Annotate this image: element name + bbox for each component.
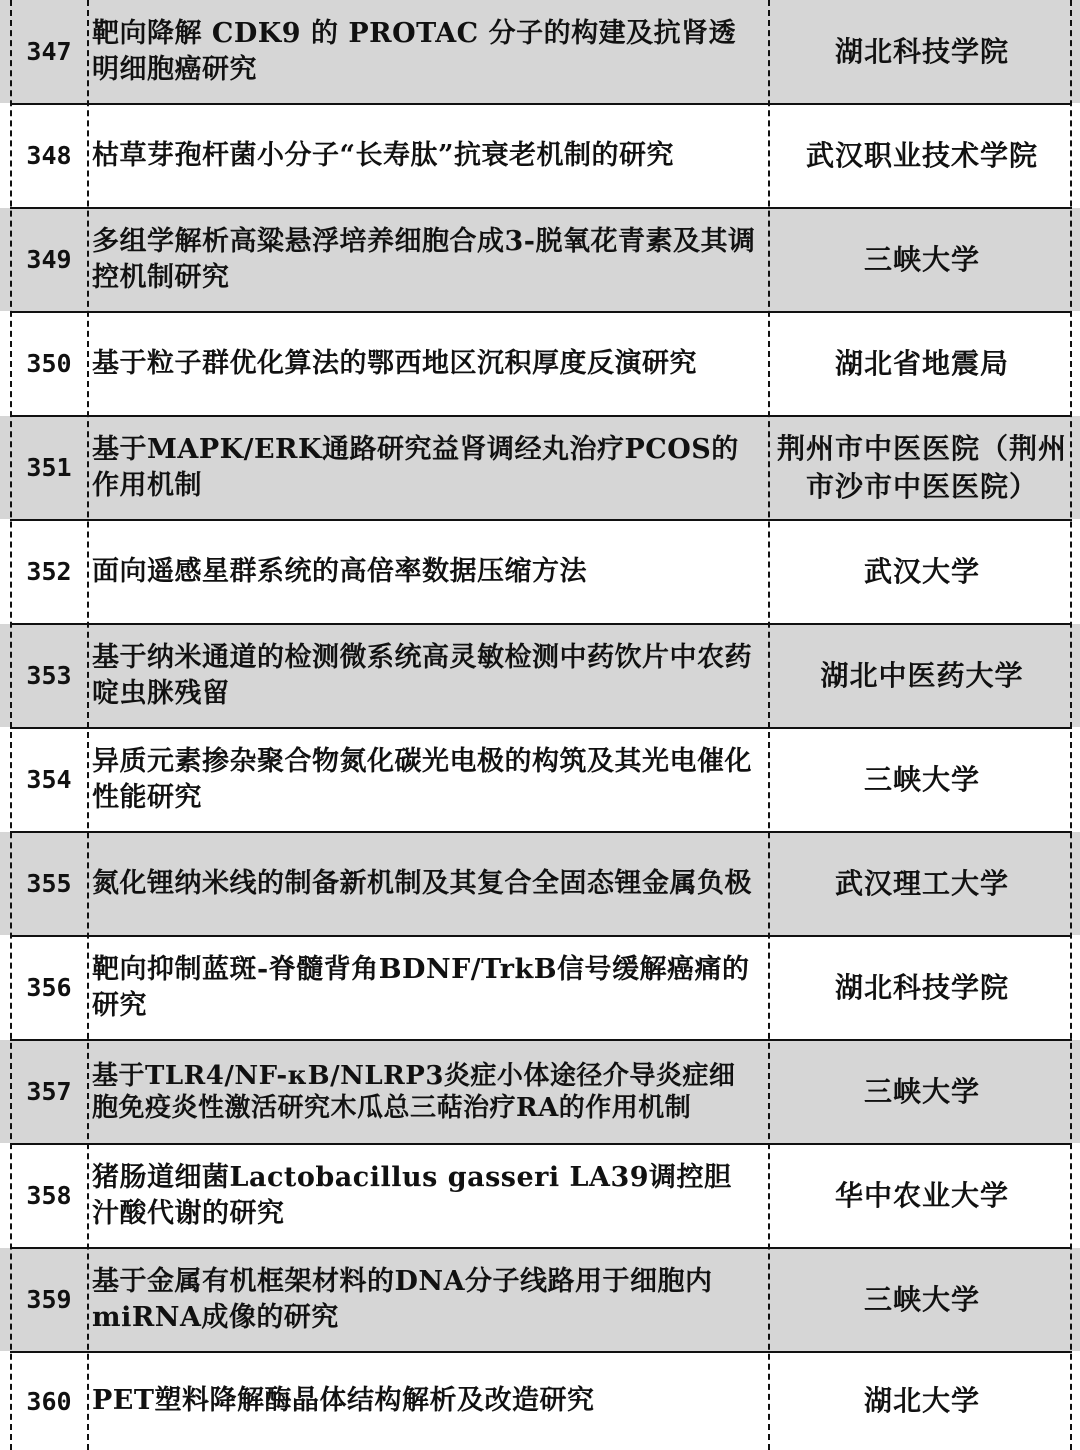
project-title [92, 208, 764, 311]
project-title-text: 基于金属有机框架材料的DNA分子线路用于细胞内miRNA成像的研究 [92, 1265, 713, 1333]
row-divider [10, 415, 1072, 417]
table-row [0, 104, 1080, 207]
row-divider [10, 1351, 1072, 1353]
row-number: 350 [26, 349, 72, 378]
institution: 湖北科技学院 [834, 970, 1009, 1004]
row-number: 355 [26, 869, 72, 898]
project-title-text: 基于TLR4/NF-κB/NLRP3炎症小体途径介导炎症细胞免疫炎性激活研究木瓜总三萜治疗RA的作用机制 [92, 1060, 736, 1123]
project-title [92, 104, 764, 207]
row-number: 352 [26, 557, 72, 586]
table-row [0, 1248, 1080, 1351]
table-row [0, 832, 1080, 935]
project-title-text: 基于粒子群优化算法的鄂西地区沉积厚度反演研究 [92, 347, 697, 379]
row-divider [10, 1039, 1072, 1041]
institution: 三峡大学 [863, 1074, 980, 1108]
project-title-text: 基于MAPK/ERK通路研究益肾调经丸治疗PCOS的作用机制 [92, 433, 739, 501]
project-title [92, 1248, 764, 1351]
row-divider [10, 103, 1072, 105]
institution: 武汉大学 [863, 554, 980, 588]
institution: 华中农业大学 [834, 1178, 1009, 1212]
project-title-text: 猪肠道细菌Lactobacillus gasseri LA39调控胆汁酸代谢的研究 [92, 1161, 732, 1229]
institution: 湖北省地震局 [834, 346, 1009, 380]
project-title-text: 异质元素掺杂聚合物氮化碳光电极的构筑及其光电催化性能研究 [92, 745, 752, 813]
table-row [0, 1352, 1080, 1450]
row-number: 360 [26, 1386, 72, 1416]
row-divider [10, 1247, 1072, 1249]
project-title [92, 520, 764, 623]
row-divider [10, 519, 1072, 521]
project-title [92, 624, 764, 727]
row-number: 359 [26, 1285, 72, 1314]
project-title [92, 0, 764, 103]
row-divider [10, 311, 1072, 313]
table-row [0, 1144, 1080, 1247]
institution: 湖北中医药大学 [820, 658, 1024, 692]
project-title [92, 1144, 764, 1247]
institution: 湖北大学 [863, 1384, 980, 1417]
project-title [92, 936, 764, 1039]
row-number: 353 [26, 661, 72, 690]
institution: 三峡大学 [863, 1282, 980, 1316]
row-divider [10, 1143, 1072, 1145]
institution: 武汉理工大学 [834, 866, 1009, 900]
institution: 湖北科技学院 [834, 34, 1009, 68]
table-row [0, 416, 1080, 519]
table-row [0, 624, 1080, 727]
row-number: 356 [26, 973, 72, 1002]
project-title-text: 靶向抑制蓝斑-脊髓背角BDNF/TrkB信号缓解癌痛的研究 [92, 953, 750, 1021]
row-number: 349 [26, 245, 72, 274]
table-row [0, 312, 1080, 415]
row-number: 357 [26, 1077, 72, 1106]
institution: 三峡大学 [863, 762, 980, 796]
row-divider [10, 623, 1072, 625]
row-divider [10, 831, 1072, 833]
column-divider [768, 0, 770, 1450]
institution: 武汉职业技术学院 [805, 138, 1038, 172]
row-number: 354 [26, 765, 72, 794]
project-title [92, 728, 764, 831]
table-row [0, 0, 1080, 103]
row-divider [10, 207, 1072, 209]
row-number: 348 [26, 141, 72, 170]
table-row [0, 520, 1080, 623]
project-title [92, 312, 764, 415]
row-number: 351 [26, 453, 72, 482]
project-title [92, 416, 764, 519]
project-title-text: 多组学解析高粱悬浮培养细胞合成3-脱氧花青素及其调控机制研究 [92, 225, 756, 293]
row-number: 358 [26, 1181, 72, 1210]
institution: 三峡大学 [863, 242, 980, 276]
project-title-text: 面向遥感星群系统的高倍率数据压缩方法 [92, 555, 587, 587]
project-title-text: 枯草芽孢杆菌小分子“长寿肽”抗衰老机制的研究 [92, 139, 675, 171]
row-divider [10, 727, 1072, 729]
project-title [92, 832, 764, 935]
table-row [0, 1040, 1080, 1143]
table-row [0, 936, 1080, 1039]
table-row [0, 728, 1080, 831]
project-title-text: 氮化锂纳米线的制备新机制及其复合全固态锂金属负极 [92, 867, 752, 899]
project-title-text: PET塑料降解酶晶体结构解析及改造研究 [92, 1385, 595, 1416]
project-title-text: 靶向降解 CDK9 的 PROTAC 分子的构建及抗肾透明细胞癌研究 [92, 17, 737, 85]
column-divider [87, 0, 89, 1450]
project-title [92, 1352, 764, 1450]
row-number: 347 [26, 37, 72, 66]
institution: 荆州市中医医院（荆州市沙市中医医院） [776, 431, 1067, 503]
column-divider [10, 0, 12, 1450]
table-row [0, 208, 1080, 311]
project-title-text: 基于纳米通道的检测微系统高灵敏检测中药饮片中农药啶虫脒残留 [92, 641, 752, 709]
column-divider [1070, 0, 1072, 1450]
row-divider [10, 935, 1072, 937]
project-title [92, 1040, 764, 1143]
